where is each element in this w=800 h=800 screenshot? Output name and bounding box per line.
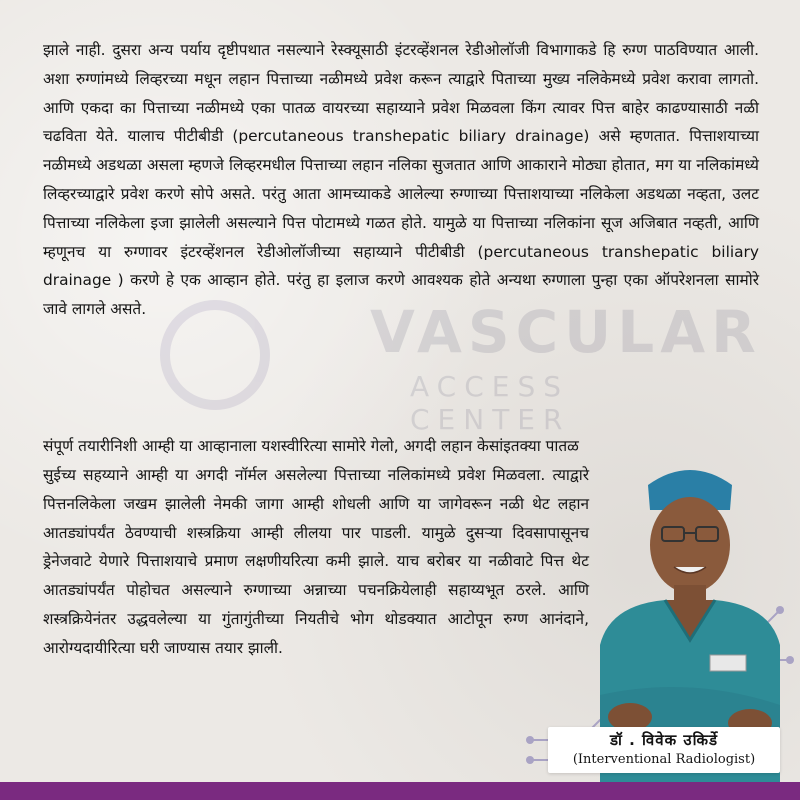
bottom-accent-bar bbox=[0, 782, 800, 800]
caption-box bbox=[548, 727, 780, 773]
article-paragraph-1: झाले नाही. दुसरा अन्य पर्याय दृष्टीपथात नसल्याने रेस्क्यूसाठी इंटरव्हेंशनल रेडीओलॉजी विभागाकडे हि रुग्ण पाठविण्यात आली. अशा रुग्णांमध्ये लिव्हरच्या मधून लहान पित्ताच्या नळीमध्ये प्रवेश करून त्याद्वारे पिताच्या मुख्य नलिकेमध्ये प्रवेश करावा लागतो. आणि एकदा का पित्ताच्या नळीमध्ये एका पातळ वायरच्या सहाय्याने प्रवेश मिळवला किंग त्यावर पित्त बाहेर काढण्यासाठी नळी चढविता येते. यालाच पीटीबीडी (percutaneous transhepatic biliary drainage) असे म्हणतात. पित्ताशयाच्या नळीमध्ये अडथळा असला म्हणजे लिव्हरमधील पित्ताच्या लहान नलिका सुजतात आणि आकाराने मोठ्या होतात, मग या नलिकांमध्ये लिव्हरच्याद्वारे प्रवेश करणे सोपे असते. परंतु आता आमच्याकडे आलेल्या रुग्णाच्या पित्ताशयाच्या नलिकेला अडथळा नव्हता, उलट पित्ताच्या नलिकेला इजा झालेली असल्याने पित्त पोटामध्ये गळत होते. यामुळे या पित्ताच्या नलिकांना सूज अजिबात नव्हती, आणि म्हणूनच या रुग्णावर इंटरव्हेंशनल रेडीओलॉजीच्या सहाय्याने पीटीबीडी (percutaneous transhepatic biliary drainage ) करणे हे एक आव्हान होते. परंतु हा इलाज करणे आवश्यक होते अन्यथा रुग्णाला पुन्हा एका ऑपरेशनला सामोरे जावे लागले असते. bbox=[43, 41, 759, 319]
doctor-name: डॉ . विवेक उकिर्डे bbox=[609, 731, 718, 749]
article-paragraph-2-first-line: संपूर्ण तयारीनिशी आम्ही या आव्हानाला यशस्वीरित्या सामोरे गेलो, अगदी लहान केसांइतक्या पातळ bbox=[43, 437, 579, 455]
article-paragraph-2: सुईच्य सहय्याने आम्ही या अगदी नॉर्मल असलेल्या पित्ताच्या नलिकांमध्ये प्रवेश मिळवला. त्याद्वारे पित्तनलिकेला जखम झालेली नेमकी जागा आम्ही शोधली आणि या जागेवरून नळी थेट लहान आतड्यांपर्यंत ठेवण्याची शस्त्रक्रिया आम्ही लीलया पार पाडली. यामुळे दुसऱ्या दिवसापासूनच ड्रेनेजवाटे येणारे पित्ताशयाचे प्रमाण लक्षणीयरित्या कमी झाले. याच बरोबर या नळीवाटे पित्त थेट आतड्यांपर्यंत पोहोचत असल्याने रुग्णाच्या अन्नाच्या पचनक्रियेलाही सहाय्यभूत ठरले. आणि शस्त्रक्रियेनंतर उद्धवलेल्या या गुंतागुंतीच्या नियतीचे भोग थोडक्यात आटोपून रुग्ण आनंदाने, आरोग्यदायीरित्या घरी जाण्यास तयार झाली. bbox=[43, 466, 589, 657]
doctor-title: (Interventional Radiologist) bbox=[572, 752, 756, 767]
